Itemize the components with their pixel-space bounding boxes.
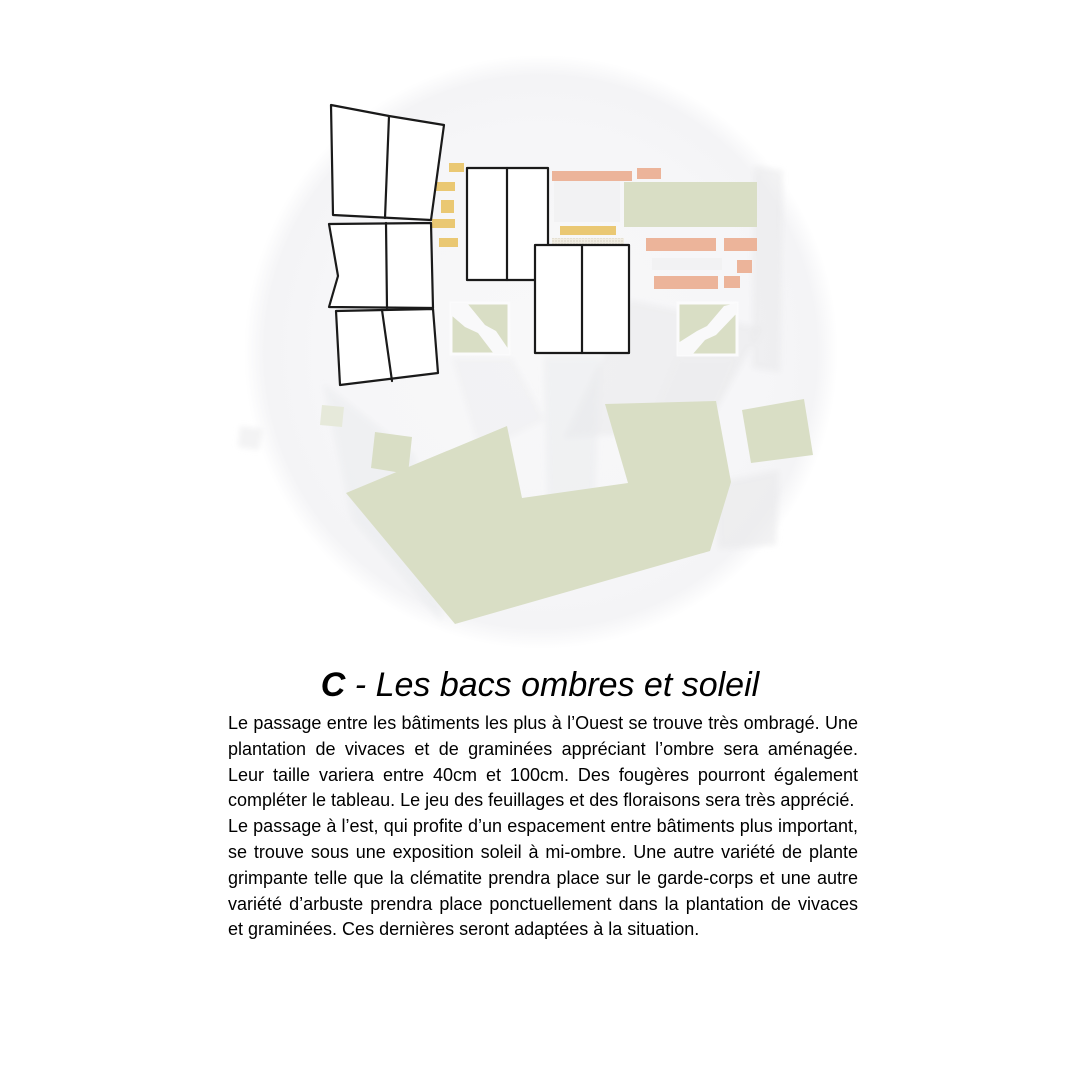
green-square-small <box>371 432 412 474</box>
courtyard <box>554 180 620 222</box>
section-letter: C <box>320 666 346 704</box>
section-title-text: - Les bacs ombres et soleil <box>345 666 760 704</box>
tree-square-east <box>678 303 737 355</box>
paragraph-sun-side: Le passage à l’est, qui profite d’un espacement entre bâtiments plus important, se trouve sous une exposition soleil à mi-ombre. Une autre variété de plante grimpante telle que la clématite prendra place sur le garde-corps et une autre variété d’arbuste prendra place ponctuellement dans la plantation de vivaces et graminées. Ces dernières seront adaptées à la situation. <box>228 816 858 940</box>
tree-square-west <box>451 303 509 354</box>
building-west <box>329 105 444 385</box>
building-center-south <box>535 245 629 353</box>
green-square-pale <box>320 405 344 427</box>
paragraph-shade-side: Le passage entre les bâtiments les plus à l’Ouest se trouve très ombragé. Une plantation de vivaces et de graminées appréciant l’ombre sera aménagée. Leur taille variera entre 40cm et 100cm. Des fougères pourront également compléter le tableau. Le jeu des feuillages et des floraisons sera très apprécié. <box>228 713 858 811</box>
body-text <box>228 711 858 943</box>
gravel-strip <box>552 238 624 244</box>
section-title <box>0 667 1080 704</box>
walkway-strip <box>652 258 722 270</box>
green-square-east <box>742 399 813 463</box>
green-terrace-north <box>624 182 757 227</box>
